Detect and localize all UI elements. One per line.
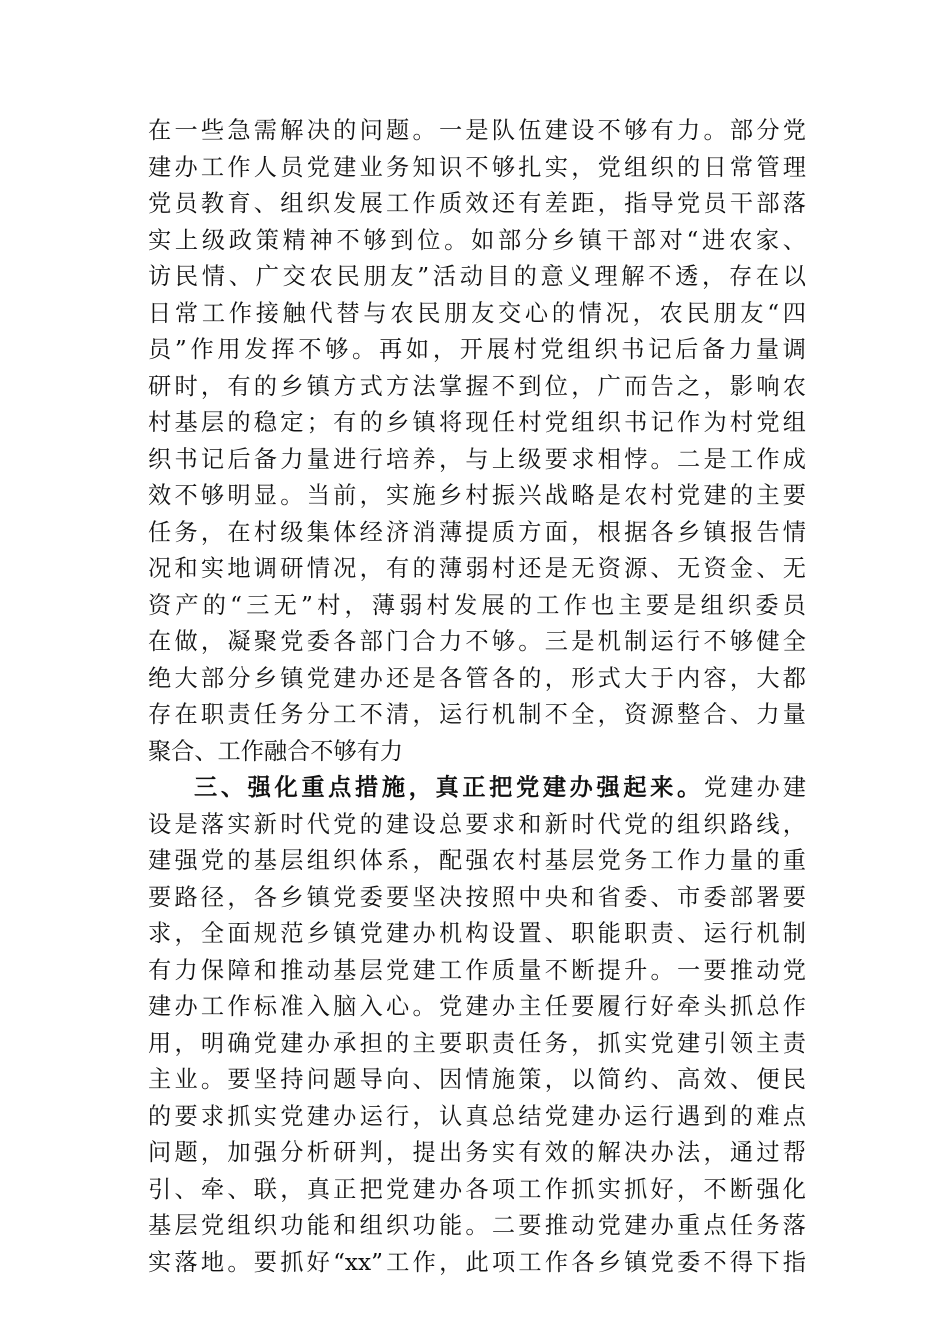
- text-line: 问题，加强分析研判，提出务实有效的解决办法，通过帮: [148, 1139, 806, 1166]
- text-line: 在做，凝聚党委各部门合力不够。三是机制运行不够健全: [148, 628, 806, 655]
- text-line: 用，明确党建办承担的主要职责任务，抓实党建引领主责: [148, 1029, 806, 1057]
- text-line: 村基层的稳定；有的乡镇将现任村党组织书记作为村党组: [148, 409, 806, 436]
- text-line: 主业。要坚持问题导向、因情施策，以简约、高效、便民: [148, 1066, 806, 1093]
- text-line: 实上级政策精神不够到位。如部分乡镇干部对“进农家、: [148, 226, 806, 254]
- text-line: 织书记后备力量进行培养，与上级要求相悖。二是工作成: [148, 445, 806, 473]
- text-line: 引、牵、联，真正把党建办各项工作抓实抓好，不断强化: [148, 1175, 806, 1203]
- text-line: 实落地。要抓好“xx”工作，此项工作各乡镇党委不得下指: [148, 1248, 806, 1276]
- section-heading: 三、强化重点措施，真正把党建办强起来。: [194, 774, 704, 801]
- text-line: 设是落实新时代党的建设总要求和新时代党的组织路线，: [148, 810, 806, 838]
- text-line: 员”作用发挥不够。再如，开展村党组织书记后备力量调: [148, 336, 806, 363]
- text-line: 聚合、工作融合不够有力: [148, 737, 404, 765]
- text-line: 基层党组织功能和组织功能。二要推动党建办重点任务落: [148, 1212, 806, 1239]
- text-line: 资产的“三无”村，薄弱村发展的工作也主要是组织委员: [148, 591, 806, 619]
- text-line: 研时，有的乡镇方式方法掌握不到位，广而告之，影响农: [148, 372, 806, 400]
- text-line: 建办工作人员党建业务知识不够扎实，党组织的日常管理: [148, 153, 806, 181]
- document-body: [148, 113, 806, 1281]
- text-line: 要路径，各乡镇党委要坚决按照中央和省委、市委部署要: [148, 883, 806, 911]
- text-line: 党员教育、组织发展工作质效还有差距，指导党员干部落: [148, 190, 806, 217]
- text-line: 绝大部分乡镇党建办还是各管各的，形式大于内容，大都: [148, 664, 806, 692]
- section-heading-line: [148, 770, 806, 807]
- paragraph-measures: [148, 770, 806, 1281]
- text-line: 日常工作接触代替与农民朋友交心的情况，农民朋友“四: [148, 299, 806, 327]
- text-line: 建强党的基层组织体系，配强农村基层党务工作力量的重: [148, 847, 806, 874]
- text-line: 建办工作标准入脑入心。党建办主任要履行好牵头抓总作: [148, 993, 806, 1020]
- text-line: 况和实地调研情况，有的薄弱村还是无资源、无资金、无: [148, 555, 806, 582]
- text-line: 访民情、广交农民朋友”活动目的意义理解不透，存在以: [148, 263, 806, 290]
- text-line: 任务，在村级集体经济消薄提质方面，根据各乡镇报告情: [148, 518, 806, 546]
- text-line: 求，全面规范乡镇党建办机构设置、职能职责、运行机制: [148, 920, 806, 947]
- text-line: 效不够明显。当前，实施乡村振兴战略是农村党建的主要: [148, 482, 806, 509]
- paragraph-problems: [148, 113, 806, 770]
- text-fragment: 党建办建: [703, 774, 806, 801]
- text-line: 的要求抓实党建办运行，认真总结党建办运行遇到的难点: [148, 1102, 806, 1130]
- text-line: 存在职责任务分工不清，运行机制不全，资源整合、力量: [148, 701, 806, 728]
- text-line: 在一些急需解决的问题。一是队伍建设不够有力。部分党: [148, 117, 806, 144]
- text-line: 有力保障和推动基层党建工作质量不断提升。一要推动党: [148, 956, 806, 984]
